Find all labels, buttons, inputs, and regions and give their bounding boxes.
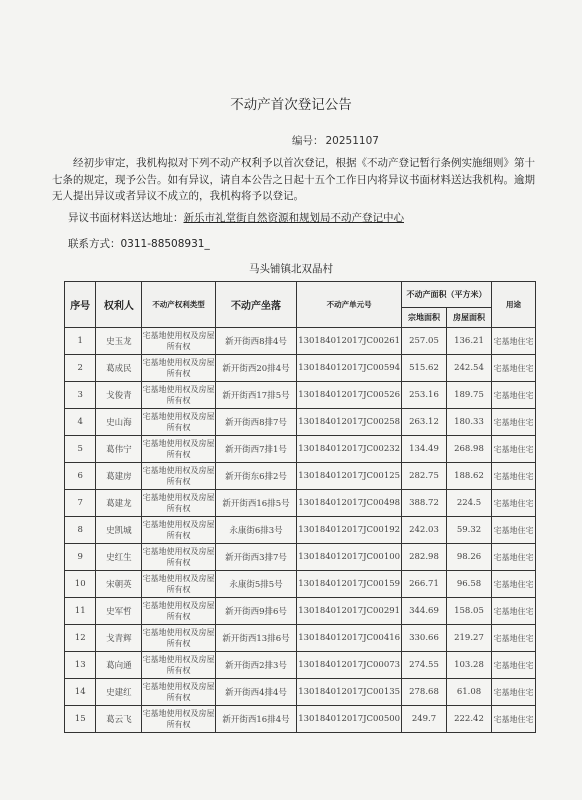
cell-land-area: 282.75 <box>401 463 446 490</box>
objection-address-value: 新乐市礼堂街自然资源和规划局不动产登记中心 <box>183 212 404 224</box>
cell-location: 新开街东6排2号 <box>215 463 297 490</box>
cell-right-type: 宅基地使用权及房屋所有权 <box>142 355 215 382</box>
objection-address <box>68 210 404 225</box>
cell-right-type: 宅基地使用权及房屋所有权 <box>142 625 215 652</box>
cell-location: 新开街西9排6号 <box>215 598 297 625</box>
cell-land-area: 257.05 <box>401 328 446 355</box>
cell-house-area: 268.98 <box>446 436 491 463</box>
cell-seq: 14 <box>65 679 96 706</box>
cell-unit-no: 130184012017JC00159 <box>297 571 402 598</box>
cell-location: 永康街5排5号 <box>215 571 297 598</box>
cell-seq: 3 <box>65 382 96 409</box>
cell-land-area: 266.71 <box>401 571 446 598</box>
contact-info <box>68 236 210 251</box>
cell-owner: 史建红 <box>96 679 142 706</box>
table-row <box>65 436 536 463</box>
cell-usage: 宅基地住宅 <box>491 409 535 436</box>
contact-label: 联系方式： <box>68 238 121 250</box>
cell-unit-no: 130184012017JC00291 <box>297 598 402 625</box>
cell-unit-no: 130184012017JC00258 <box>297 409 402 436</box>
cell-unit-no: 130184012017JC00594 <box>297 355 402 382</box>
cell-unit-no: 130184012017JC00125 <box>297 463 402 490</box>
registration-rows <box>65 328 536 733</box>
cell-seq: 1 <box>65 328 96 355</box>
cell-house-area: 222.42 <box>446 706 491 733</box>
objection-label: 异议书面材料送达地址： <box>68 212 184 224</box>
table-row <box>65 544 536 571</box>
cell-seq: 7 <box>65 490 96 517</box>
cell-unit-no: 130184012017JC00232 <box>297 436 402 463</box>
cell-house-area: 219.27 <box>446 625 491 652</box>
cell-usage: 宅基地住宅 <box>491 463 535 490</box>
cell-owner: 宋朝英 <box>96 571 142 598</box>
table-row <box>65 382 536 409</box>
cell-unit-no: 130184012017JC00135 <box>297 679 402 706</box>
cell-seq: 5 <box>65 436 96 463</box>
cell-location: 新开街西16排5号 <box>215 490 297 517</box>
cell-house-area: 103.28 <box>446 652 491 679</box>
cell-house-area: 224.5 <box>446 490 491 517</box>
cell-location: 新开街西17排5号 <box>215 382 297 409</box>
cell-usage: 宅基地住宅 <box>491 598 535 625</box>
header-owner: 权利人 <box>96 282 142 328</box>
cell-house-area: 189.75 <box>446 382 491 409</box>
cell-land-area: 249.7 <box>401 706 446 733</box>
cell-seq: 10 <box>65 571 96 598</box>
cell-usage: 宅基地住宅 <box>491 328 535 355</box>
cell-land-area: 134.49 <box>401 436 446 463</box>
table-row <box>65 625 536 652</box>
cell-seq: 11 <box>65 598 96 625</box>
header-unit-no: 不动产单元号 <box>297 282 402 328</box>
cell-land-area: 344.69 <box>401 598 446 625</box>
cell-land-area: 282.98 <box>401 544 446 571</box>
cell-owner: 史凯城 <box>96 517 142 544</box>
cell-owner: 葛建房 <box>96 463 142 490</box>
cell-land-area: 388.72 <box>401 490 446 517</box>
cell-right-type: 宅基地使用权及房屋所有权 <box>142 490 215 517</box>
cell-location: 永康街6排3号 <box>215 517 297 544</box>
cell-usage: 宅基地住宅 <box>491 679 535 706</box>
cell-seq: 6 <box>65 463 96 490</box>
cell-seq: 2 <box>65 355 96 382</box>
cell-house-area: 180.33 <box>446 409 491 436</box>
table-row <box>65 679 536 706</box>
cell-unit-no: 130184012017JC00500 <box>297 706 402 733</box>
cell-right-type: 宅基地使用权及房屋所有权 <box>142 436 215 463</box>
cell-location: 新开街西3排7号 <box>215 544 297 571</box>
cell-unit-no: 130184012017JC00526 <box>297 382 402 409</box>
cell-right-type: 宅基地使用权及房屋所有权 <box>142 679 215 706</box>
table-row <box>65 571 536 598</box>
cell-unit-no: 130184012017JC00261 <box>297 328 402 355</box>
table-row <box>65 355 536 382</box>
cell-land-area: 263.12 <box>401 409 446 436</box>
cell-seq: 12 <box>65 625 96 652</box>
cell-right-type: 宅基地使用权及房屋所有权 <box>142 517 215 544</box>
cell-right-type: 宅基地使用权及房屋所有权 <box>142 409 215 436</box>
cell-location: 新开街西8排7号 <box>215 409 297 436</box>
cell-unit-no: 130184012017JC00100 <box>297 544 402 571</box>
cell-owner: 史玉龙 <box>96 328 142 355</box>
cell-usage: 宅基地住宅 <box>491 652 535 679</box>
cell-house-area: 96.58 <box>446 571 491 598</box>
header-land-area: 宗地面积 <box>401 308 446 328</box>
cell-land-area: 278.68 <box>401 679 446 706</box>
cell-right-type: 宅基地使用权及房屋所有权 <box>142 571 215 598</box>
doc-number-label: 编号： <box>292 135 324 147</box>
doc-number <box>292 133 379 148</box>
cell-right-type: 宅基地使用权及房屋所有权 <box>142 463 215 490</box>
cell-usage: 宅基地住宅 <box>491 625 535 652</box>
cell-location: 新开街西16排4号 <box>215 706 297 733</box>
cell-owner: 戈青辉 <box>96 625 142 652</box>
cell-usage: 宅基地住宅 <box>491 355 535 382</box>
cell-location: 新开街西2排3号 <box>215 652 297 679</box>
cell-unit-no: 130184012017JC00498 <box>297 490 402 517</box>
cell-usage: 宅基地住宅 <box>491 490 535 517</box>
header-location: 不动产坐落 <box>215 282 297 328</box>
cell-location: 新开街西4排4号 <box>215 679 297 706</box>
cell-owner: 葛成民 <box>96 355 142 382</box>
cell-right-type: 宅基地使用权及房屋所有权 <box>142 328 215 355</box>
village-name: 马头铺镇北双晶村 <box>249 263 333 275</box>
cell-land-area: 242.03 <box>401 517 446 544</box>
doc-number-value: 20251107 <box>325 135 379 147</box>
cell-usage: 宅基地住宅 <box>491 382 535 409</box>
notice-paragraph <box>52 155 544 205</box>
notice-title: 不动产首次登记公告 <box>230 97 352 113</box>
cell-usage: 宅基地住宅 <box>491 436 535 463</box>
header-right-type: 不动产权利类型 <box>142 282 215 328</box>
header-area: 不动产面积（平方米） <box>401 282 491 308</box>
cell-right-type: 宅基地使用权及房屋所有权 <box>142 652 215 679</box>
cell-unit-no: 130184012017JC00192 <box>297 517 402 544</box>
cell-seq: 9 <box>65 544 96 571</box>
table-row <box>65 598 536 625</box>
cell-right-type: 宅基地使用权及房屋所有权 <box>142 598 215 625</box>
cell-right-type: 宅基地使用权及房屋所有权 <box>142 706 215 733</box>
cell-land-area: 330.66 <box>401 625 446 652</box>
cell-usage: 宅基地住宅 <box>491 517 535 544</box>
cell-land-area: 253.16 <box>401 382 446 409</box>
cell-owner: 葛云飞 <box>96 706 142 733</box>
cell-land-area: 515.62 <box>401 355 446 382</box>
cell-owner: 史红生 <box>96 544 142 571</box>
header-seq: 序号 <box>65 282 96 328</box>
notice-paragraph-text: 经初步审定，我机构拟对下列不动产权利予以首次登记，根据《不动产登记暂行条例实施细则》第十七条的规定，现予公告。如有异议，请自本公告之日起十五个工作日内将异议书面材料送达我机构。逾期无人提出异议或者异议不成立的，我机构将予以登记。 <box>52 157 535 202</box>
cell-house-area: 158.05 <box>446 598 491 625</box>
cell-owner: 史山海 <box>96 409 142 436</box>
cell-owner: 葛建龙 <box>96 490 142 517</box>
cell-owner: 葛伟宁 <box>96 436 142 463</box>
cell-house-area: 188.62 <box>446 463 491 490</box>
cell-seq: 15 <box>65 706 96 733</box>
cell-location: 新开街西13排6号 <box>215 625 297 652</box>
cell-location: 新开街西20排4号 <box>215 355 297 382</box>
registration-table <box>64 281 536 733</box>
cell-usage: 宅基地住宅 <box>491 706 535 733</box>
cell-house-area: 61.08 <box>446 679 491 706</box>
table-row <box>65 463 536 490</box>
cell-location: 新开街西8排4号 <box>215 328 297 355</box>
table-row <box>65 706 536 733</box>
cell-owner: 史军哲 <box>96 598 142 625</box>
cell-owner: 戈俊青 <box>96 382 142 409</box>
contact-value: 0311-88508931_ <box>120 238 210 250</box>
cell-owner: 葛向通 <box>96 652 142 679</box>
header-usage: 用途 <box>491 282 535 328</box>
table-row <box>65 517 536 544</box>
table-row <box>65 490 536 517</box>
cell-unit-no: 130184012017JC00416 <box>297 625 402 652</box>
cell-right-type: 宅基地使用权及房屋所有权 <box>142 544 215 571</box>
table-row <box>65 328 536 355</box>
cell-house-area: 59.32 <box>446 517 491 544</box>
cell-location: 新开街西7排1号 <box>215 436 297 463</box>
cell-usage: 宅基地住宅 <box>491 544 535 571</box>
table-row <box>65 409 536 436</box>
cell-unit-no: 130184012017JC00073 <box>297 652 402 679</box>
cell-right-type: 宅基地使用权及房屋所有权 <box>142 382 215 409</box>
table-row <box>65 652 536 679</box>
header-house-area: 房屋面积 <box>446 308 491 328</box>
cell-house-area: 242.54 <box>446 355 491 382</box>
cell-usage: 宅基地住宅 <box>491 571 535 598</box>
cell-house-area: 136.21 <box>446 328 491 355</box>
cell-land-area: 274.55 <box>401 652 446 679</box>
cell-seq: 8 <box>65 517 96 544</box>
cell-seq: 4 <box>65 409 96 436</box>
cell-seq: 13 <box>65 652 96 679</box>
cell-house-area: 98.26 <box>446 544 491 571</box>
